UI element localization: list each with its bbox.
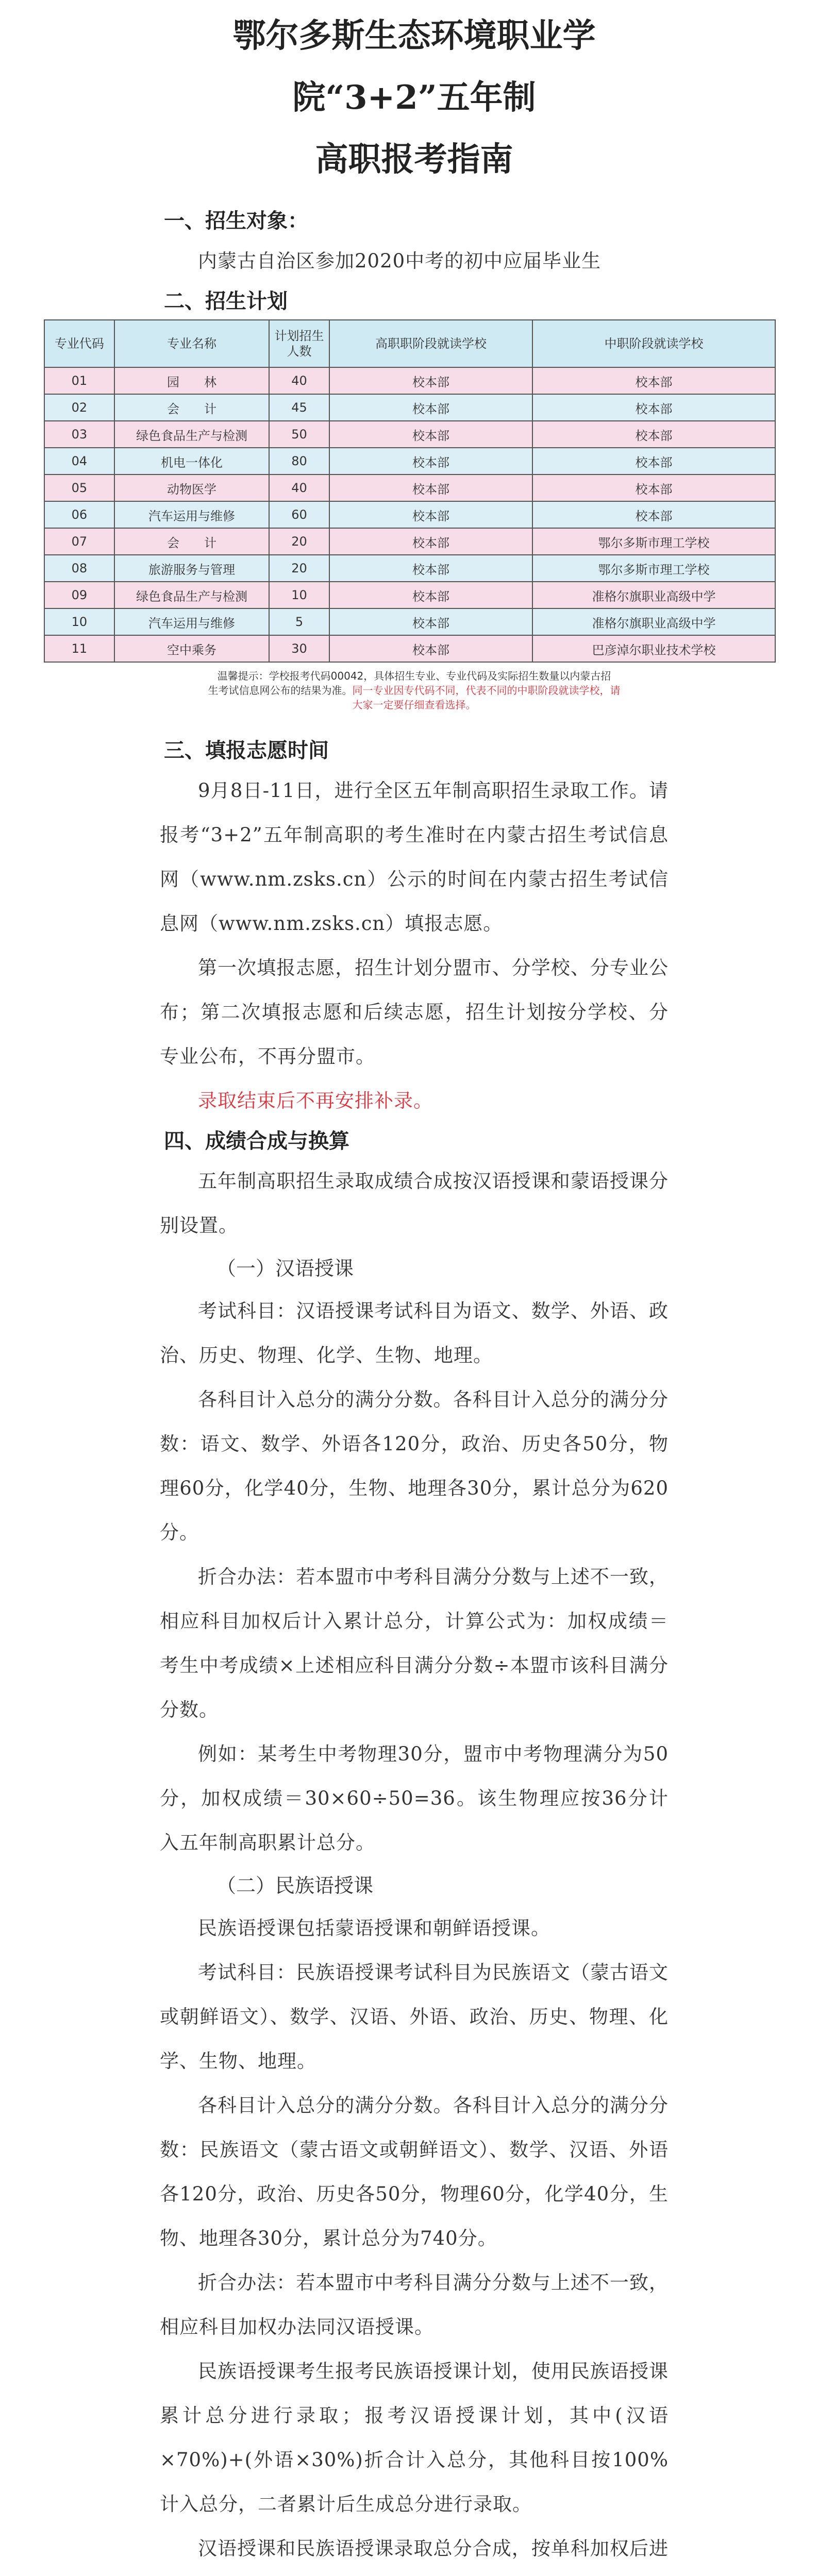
table-row	[44, 474, 775, 501]
table-cell: 30	[269, 635, 329, 662]
table-cell: 07	[44, 528, 114, 555]
table-cell: 校本部	[329, 608, 532, 635]
table-cell: 会 计	[114, 528, 269, 555]
han-example: 例如：某考生中考物理30分，盟市中考物理满分为50分，加权成绩＝30×60÷50=36。该生物理应按36分计入五年制高职累计总分。	[160, 1743, 669, 1854]
table-row	[44, 421, 775, 448]
score-intro: 五年制高职招生录取成绩合成按汉语授课和蒙语授课分别设置。	[160, 1170, 669, 1236]
table-cell: 11	[44, 635, 114, 662]
table-cell: 校本部	[532, 421, 775, 448]
table-cell: 鄂尔多斯市理工学校	[532, 555, 775, 582]
minority-admission: 民族语授课考生报考民族语授课计划，使用民族语授课累计总分进行录取；报考汉语授课计划，其中(汉语×70%)+(外语×30%)折合计入总分，其他科目按100%计入总分，二者累计后生成总分进行录取。	[160, 2360, 669, 2515]
table-cell: 40	[269, 367, 329, 394]
table-cell: 校本部	[329, 367, 532, 394]
table-row	[44, 528, 775, 555]
column-header: 专业名称	[114, 320, 269, 367]
table-cell: 01	[44, 367, 114, 394]
apply-time-warning: 录取结束后不再安排补录。	[198, 1090, 433, 1112]
table-row	[44, 635, 775, 662]
table-cell: 动物医学	[114, 474, 269, 501]
column-header: 高职职阶段就读学校	[329, 320, 532, 367]
page-title: 鄂尔多斯生态环境职业学院“3+2”五年制	[232, 16, 596, 117]
table-cell: 50	[269, 421, 329, 448]
table-footnote	[41, 669, 787, 712]
table-row	[44, 582, 775, 608]
table-cell: 校本部	[532, 394, 775, 421]
column-header: 专业代码	[44, 320, 114, 367]
table-row	[44, 608, 775, 635]
table-cell: 校本部	[329, 501, 532, 528]
apply-time-paragraph-2: 第一次填报志愿，招生计划分盟市、分学校、分专业公布；第二次填报志愿和后续志愿，招生计划按分学校、分专业公布，不再分盟市。	[160, 957, 669, 1067]
page-subtitle: 高职报考指南	[315, 140, 513, 179]
table-cell: 校本部	[329, 421, 532, 448]
table-cell: 校本部	[329, 448, 532, 474]
recruit-plan-table	[44, 319, 776, 663]
subheading-han: （一）汉语授课	[216, 1257, 354, 1280]
table-cell: 准格尔旗职业高级中学	[532, 608, 775, 635]
minority-full-scores: 各科目计入总分的满分分数。各科目计入总分的满分分数：民族语文（蒙古语文或朝鲜语文）、数学、汉语、外语各120分，政治、历史各50分，物理60分，化学40分，生物、地理各30分，累计总分为740分。	[160, 2094, 669, 2249]
footnote-line1: 温馨提示：学校报考代码00042，具体招生专业、专业代码及实际招生数量以内蒙古招	[217, 670, 611, 682]
table-cell: 06	[44, 501, 114, 528]
minority-subjects: 考试科目：民族语授课考试科目为民族语文（蒙古语文或朝鲜语文）、数学、汉语、外语、政治、历史、物理、化学、生物、地理。	[160, 1961, 669, 2072]
table-cell: 80	[269, 448, 329, 474]
footnote-line2: 生考试信息网公布的结果为准。	[208, 684, 353, 697]
han-subjects: 考试科目：汉语授课考试科目为语文、数学、外语、政治、历史、物理、化学、生物、地理。	[160, 1300, 669, 1366]
section-heading-recruit-plan: 二、招生计划	[164, 289, 288, 313]
table-row	[44, 448, 775, 474]
table-cell: 绿色食品生产与检测	[114, 582, 269, 608]
column-header: 中职阶段就读学校	[532, 320, 775, 367]
table-cell: 校本部	[329, 474, 532, 501]
table-cell: 04	[44, 448, 114, 474]
table-cell: 60	[269, 501, 329, 528]
table-cell: 校本部	[532, 367, 775, 394]
table-cell: 校本部	[329, 555, 532, 582]
table-row	[44, 501, 775, 528]
table-cell: 会 计	[114, 394, 269, 421]
recruit-plan-table-wrap	[44, 319, 776, 663]
table-cell: 03	[44, 421, 114, 448]
table-cell: 45	[269, 394, 329, 421]
table-cell: 机电一体化	[114, 448, 269, 474]
minority-conversion: 折合办法：若本盟市中考科目满分分数与上述不一致，相应科目加权办法同汉语授课。	[160, 2272, 669, 2338]
table-cell: 20	[269, 528, 329, 555]
table-cell: 校本部	[532, 448, 775, 474]
table-cell: 绿色食品生产与检测	[114, 421, 269, 448]
column-header: 计划招生人数	[269, 320, 329, 367]
section-heading-score: 四、成绩合成与换算	[164, 1129, 349, 1153]
table-cell: 园 林	[114, 367, 269, 394]
table-cell: 校本部	[329, 635, 532, 662]
footnote-warning-1: 同一专业因专代码不同，代表不同的中职阶段就读学校，请	[352, 684, 621, 697]
table-header-row	[44, 320, 775, 367]
table-cell: 20	[269, 555, 329, 582]
table-cell: 08	[44, 555, 114, 582]
table-cell: 校本部	[532, 501, 775, 528]
table-cell: 校本部	[329, 528, 532, 555]
recruit-target-text: 内蒙古自治区参加2020中考的初中应届毕业生	[198, 250, 602, 272]
apply-time-paragraph-1: 9月8日-11日，进行全区五年制高职招生录取工作。请报考“3+2”五年制高职的考生准时在内蒙古招生考试信息网（www.nm.zsks.cn）公示的时间在内蒙古招生考试信息网（www.nm.zsks.cn）填报志愿。	[160, 779, 669, 935]
subheading-minority: （二）民族语授课	[216, 1874, 374, 1897]
table-cell: 02	[44, 394, 114, 421]
table-row	[44, 555, 775, 582]
table-row	[44, 394, 775, 421]
table-row	[44, 367, 775, 394]
table-cell: 10	[269, 582, 329, 608]
table-cell: 汽车运用与维修	[114, 608, 269, 635]
rounding-rule: 汉语授课和民族语授课录取总分合成，按单科加权后进	[198, 2537, 669, 2560]
table-cell: 09	[44, 582, 114, 608]
table-cell: 旅游服务与管理	[114, 555, 269, 582]
footnote-warning-2: 大家一定要仔细查看选择。	[352, 699, 476, 711]
table-cell: 校本部	[532, 474, 775, 501]
table-cell: 05	[44, 474, 114, 501]
table-cell: 40	[269, 474, 329, 501]
table-cell: 5	[269, 608, 329, 635]
section-heading-apply-time: 三、填报志愿时间	[164, 738, 329, 762]
table-cell: 10	[44, 608, 114, 635]
table-cell: 校本部	[329, 394, 532, 421]
table-cell: 空中乘务	[114, 635, 269, 662]
han-full-scores: 各科目计入总分的满分分数。各科目计入总分的满分分数：语文、数学、外语各120分，政治、历史各50分，物理60分，化学40分，生物、地理各30分，累计总分为620分。	[160, 1388, 669, 1544]
table-cell: 鄂尔多斯市理工学校	[532, 528, 775, 555]
han-conversion: 折合办法：若本盟市中考科目满分分数与上述不一致，相应科目加权后计入累计总分，计算公式为：加权成绩＝考生中考成绩×上述相应科目满分分数÷本盟市该科目满分分数。	[160, 1566, 669, 1721]
table-cell: 汽车运用与维修	[114, 501, 269, 528]
table-cell: 校本部	[329, 582, 532, 608]
table-cell: 准格尔旗职业高级中学	[532, 582, 775, 608]
section-heading-recruit-target: 一、招生对象：	[164, 209, 308, 233]
minority-intro: 民族语授课包括蒙语授课和朝鲜语授课。	[198, 1917, 550, 1939]
table-cell: 巴彦淖尔职业技术学校	[532, 635, 775, 662]
